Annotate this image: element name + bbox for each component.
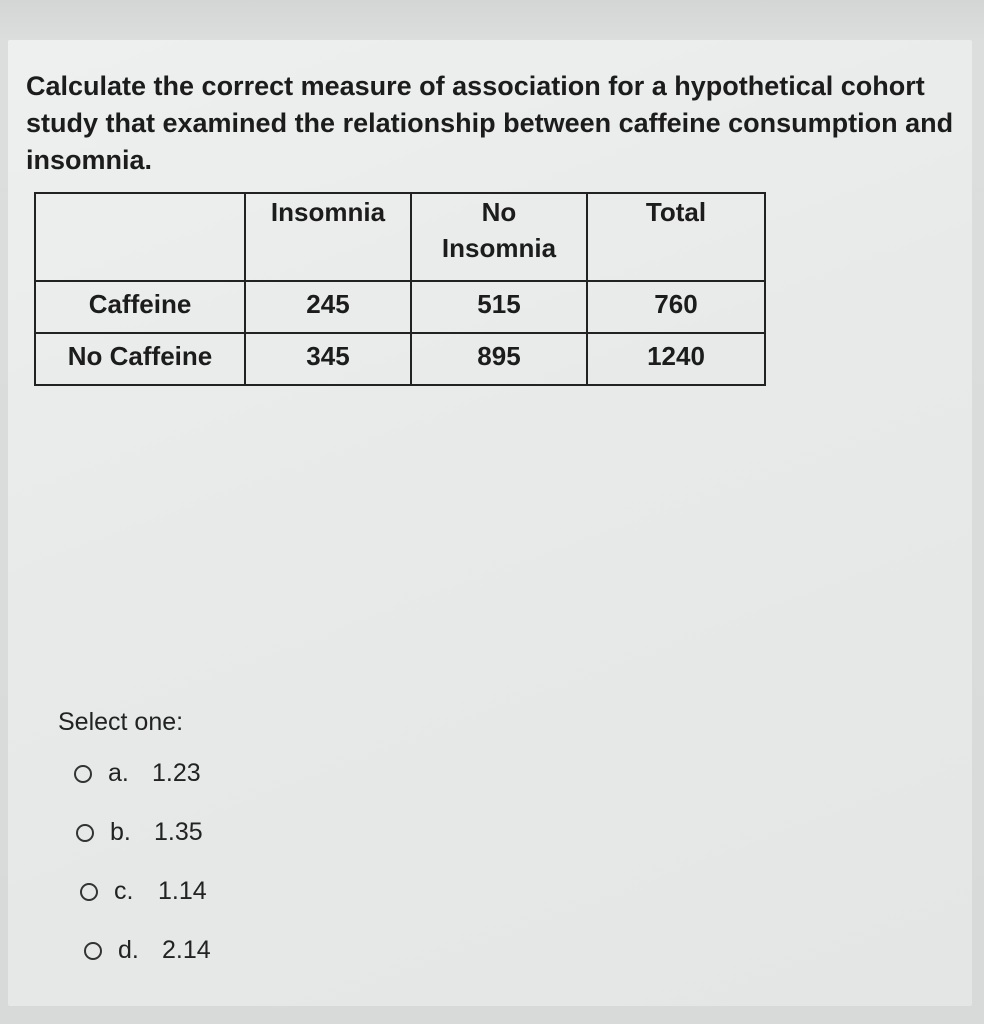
- row-label: Caffeine: [35, 281, 245, 333]
- answer-option-c[interactable]: [80, 877, 207, 906]
- answer-option-a[interactable]: [74, 759, 201, 788]
- table-cell: 245: [245, 281, 411, 333]
- table-row: [35, 281, 765, 333]
- table-header-cell: Total: [587, 193, 765, 281]
- contingency-table: [34, 192, 766, 386]
- table-header-text: No Insomnia: [441, 197, 557, 263]
- table-row: [35, 333, 765, 385]
- table-header-cell: Insomnia: [245, 193, 411, 281]
- option-letter: d.: [118, 936, 139, 964]
- table-header-cell: [411, 193, 587, 281]
- option-value: 1.23: [152, 759, 201, 787]
- table-cell: 895: [411, 333, 587, 385]
- quiz-panel: [8, 40, 972, 1006]
- radio-button-icon[interactable]: [76, 824, 94, 842]
- radio-button-icon[interactable]: [80, 883, 98, 901]
- table-cell: 345: [245, 333, 411, 385]
- option-value: 2.14: [162, 936, 211, 964]
- table-header-cell: [35, 193, 245, 281]
- question-text: Calculate the correct measure of association for a hypothetical cohort study that examined the relationship between caffeine consumption and insomnia.: [26, 71, 954, 175]
- option-letter: a.: [108, 759, 129, 787]
- table-cell: 760: [587, 281, 765, 333]
- option-letter: c.: [114, 877, 134, 905]
- option-letter: b.: [110, 818, 131, 846]
- answer-option-b[interactable]: [76, 818, 203, 847]
- select-one-label: Select one:: [58, 708, 184, 736]
- radio-button-icon[interactable]: [74, 765, 92, 783]
- option-value: 1.14: [158, 877, 207, 905]
- option-value: 1.35: [154, 818, 203, 846]
- table-cell: 515: [411, 281, 587, 333]
- radio-button-icon[interactable]: [84, 942, 102, 960]
- table-header-row: [35, 193, 765, 281]
- row-label: No Caffeine: [35, 333, 245, 385]
- table-cell: 1240: [587, 333, 765, 385]
- answer-option-d[interactable]: [84, 936, 211, 965]
